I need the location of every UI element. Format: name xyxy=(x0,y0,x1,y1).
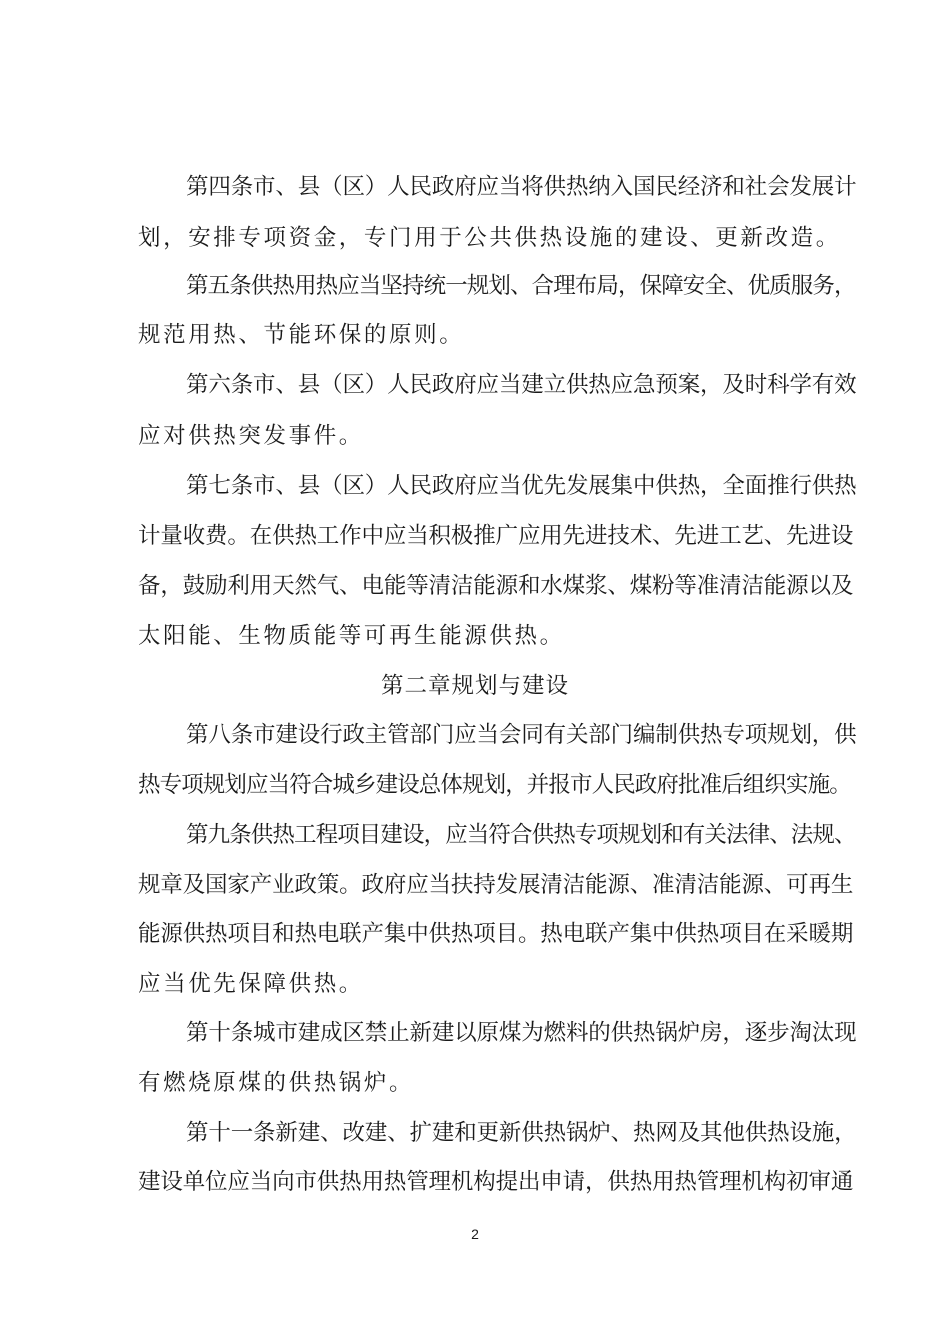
article-10-line-1: 第十条城市建成区禁止新建以原煤为燃料的供热锅炉房，逐步淘汰现 xyxy=(186,1020,857,1046)
article-7-line-4: 太阳能、生物质能等可再生能源供热。 xyxy=(138,623,565,649)
article-8-line-2: 热专项规划应当符合城乡建设总体规划，并报市人民政府批准后组织实施。 xyxy=(138,772,851,798)
article-8-line-1: 第八条市建设行政主管部门应当会同有关部门编制供热专项规划，供 xyxy=(186,722,857,748)
article-5-line-2: 规范用热、节能环保的原则。 xyxy=(138,322,465,348)
article-9-line-2: 规章及国家产业政策。政府应当扶持发展清洁能源、准清洁能源、可再生 xyxy=(138,872,854,898)
article-11-line-2: 建设单位应当向市供热用热管理机构提出申请，供热用热管理机构初审通 xyxy=(138,1169,854,1195)
article-5-line-1: 第五条供热用热应当坚持统一规划、合理布局，保障安全、优质服务， xyxy=(186,273,856,299)
article-6-line-1: 第六条市、县（区）人民政府应当建立供热应急预案，及时科学有效 xyxy=(186,372,857,398)
article-6-line-2: 应对供热突发事件。 xyxy=(138,423,364,449)
article-7-line-3: 备，鼓励利用天然气、电能等清洁能源和水煤浆、煤粉等准清洁能源以及 xyxy=(138,573,854,599)
article-4-line-2: 划，安排专项资金，专门用于公共供热设施的建设、更新改造。 xyxy=(138,225,841,251)
article-9-line-3: 能源供热项目和热电联产集中供热项目。热电联产集中供热项目在采暖期 xyxy=(138,921,854,947)
article-11-line-1: 第十一条新建、改建、扩建和更新供热锅炉、热网及其他供热设施， xyxy=(186,1120,857,1146)
article-7-line-1: 第七条市、县（区）人民政府应当优先发展集中供热，全面推行供热 xyxy=(186,473,857,499)
article-9-line-1: 第九条供热工程项目建设，应当符合供热专项规划和有关法律、法规、 xyxy=(186,822,856,848)
article-9-line-4: 应当优先保障供热。 xyxy=(138,971,364,997)
article-10-line-2: 有燃烧原煤的供热锅炉。 xyxy=(138,1070,415,1096)
chapter-heading: 第二章规划与建设 xyxy=(380,673,569,699)
article-7-line-2: 计量收费。在供热工作中应当积极推广应用先进技术、先进工艺、先进设 xyxy=(138,523,854,549)
article-4-line-1: 第四条市、县（区）人民政府应当将供热纳入国民经济和社会发展计 xyxy=(186,174,857,200)
page-number: 2 xyxy=(471,1226,479,1242)
